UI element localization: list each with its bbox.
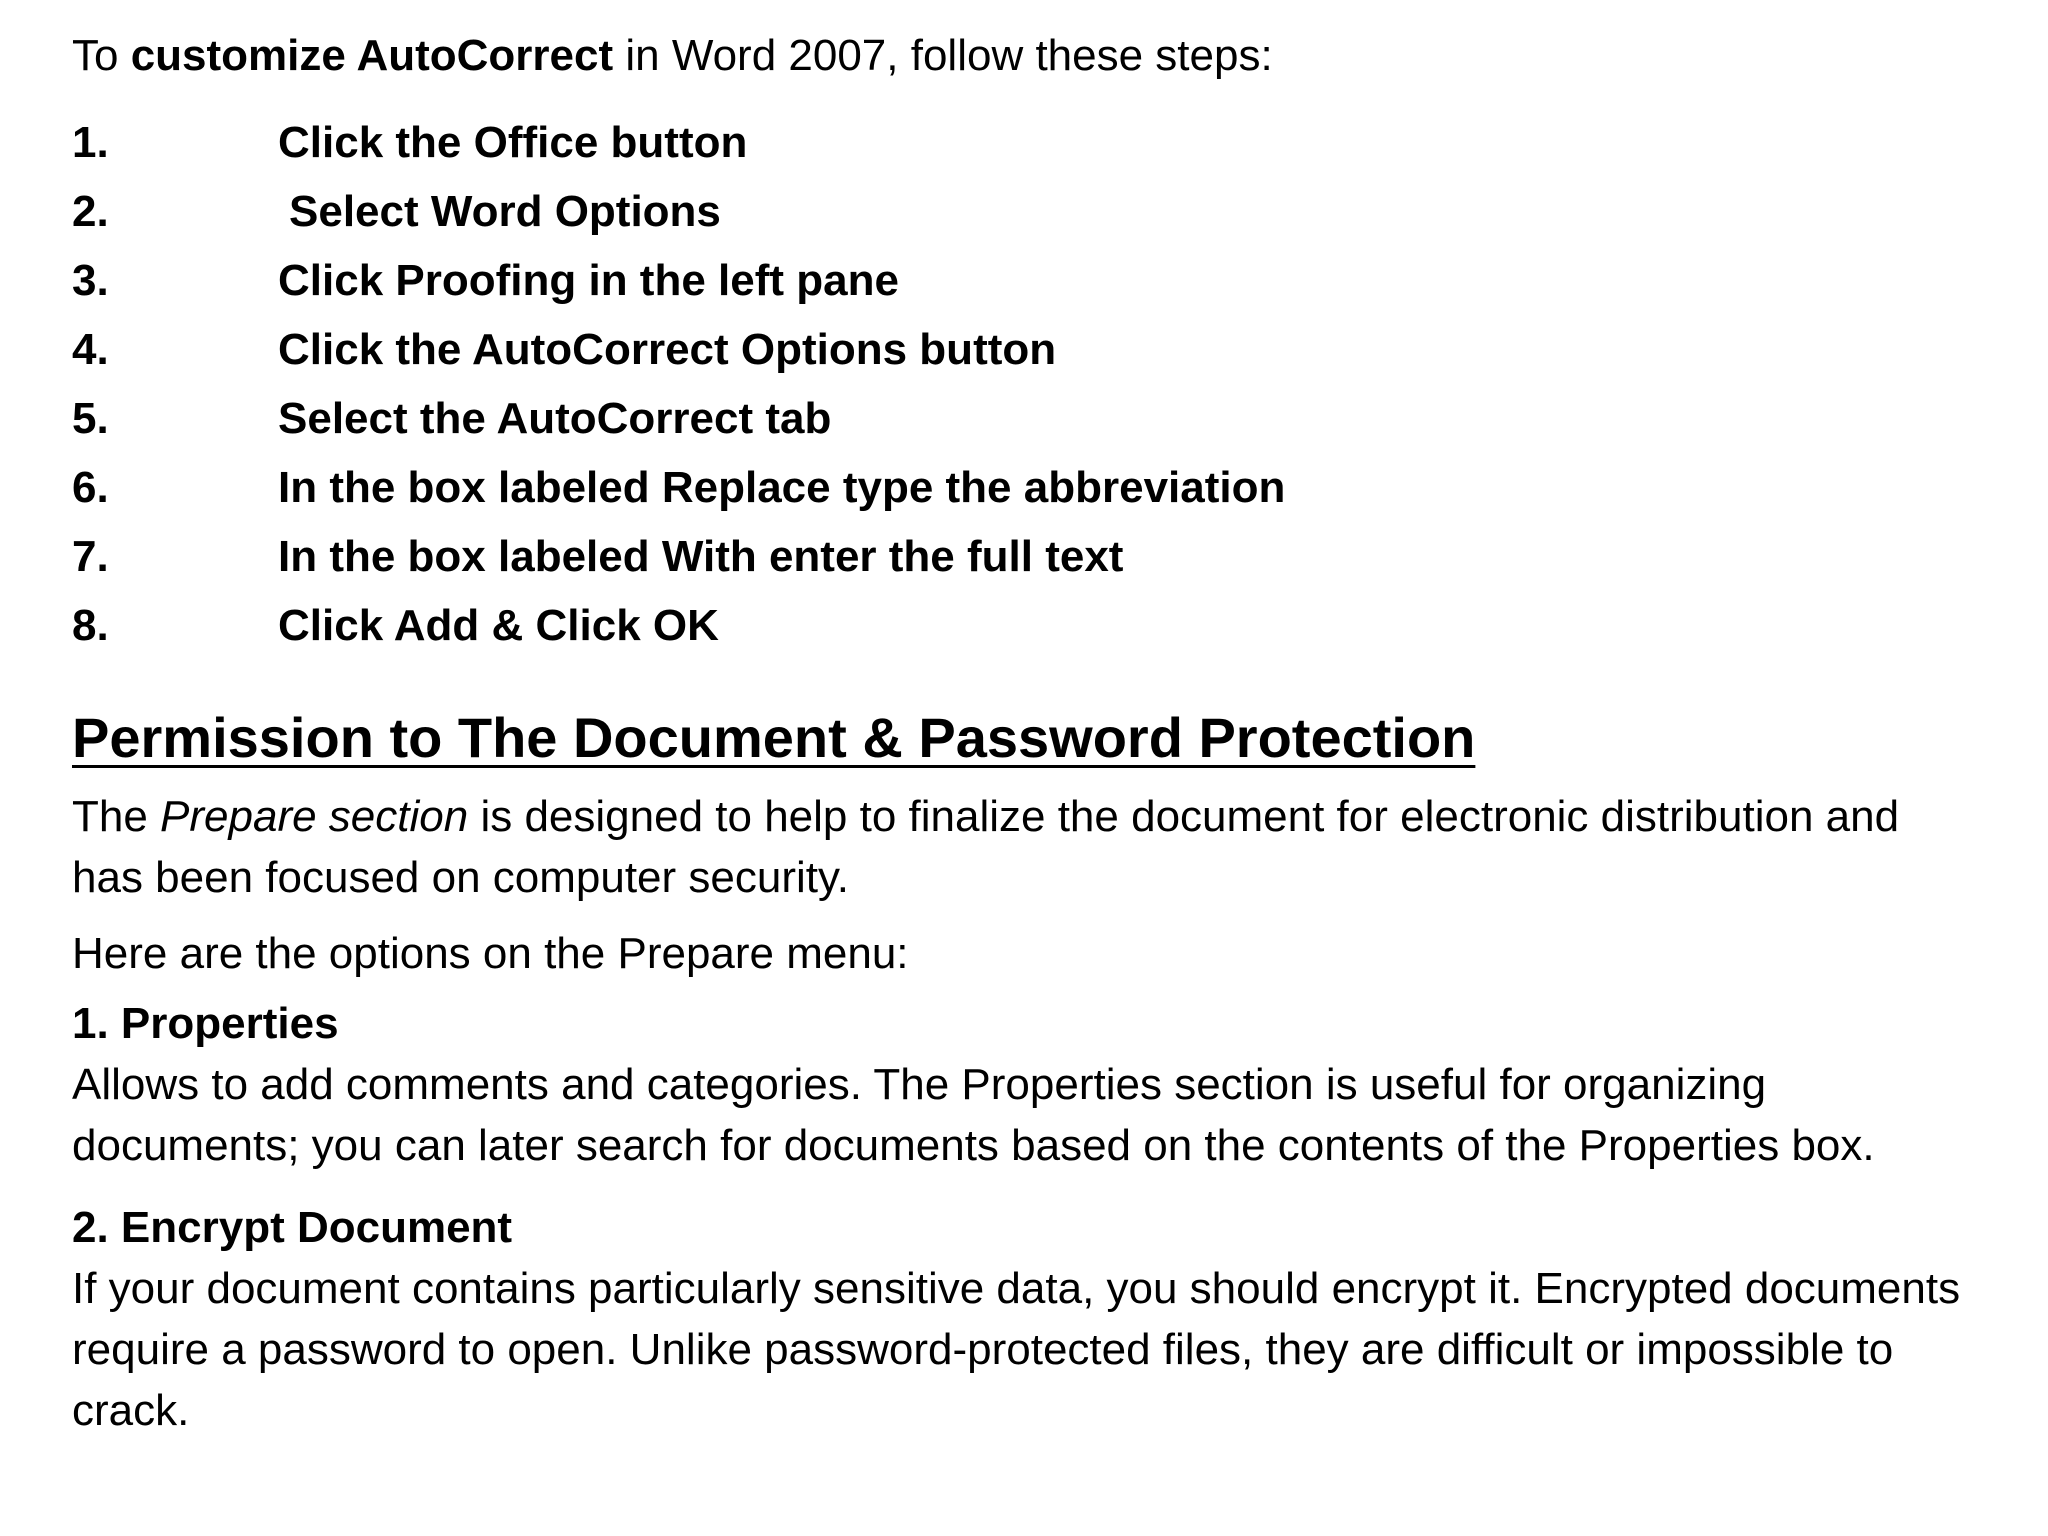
- intro-prefix: To: [72, 31, 131, 80]
- step-item: [72, 384, 1976, 453]
- option-description: If your document contains particularly sensitive data, you should encrypt it. Encrypted documents require a password to open. Unlike password-protected files, they are difficult or impossible to crack.: [72, 1264, 1961, 1435]
- step-text: Click Add & Click OK: [278, 601, 719, 650]
- prepare-prefix: The: [72, 792, 161, 841]
- step-number: 6.: [72, 463, 109, 512]
- step-number: 2.: [72, 187, 109, 236]
- step-text: Click the Office button: [278, 118, 748, 167]
- prepare-suffix: is designed to help to finalize the document for electronic distribution and has been focused on computer security.: [72, 792, 1900, 902]
- option-encrypt-document: [72, 1198, 1976, 1441]
- step-item: [72, 108, 1976, 177]
- option-heading: 2. Encrypt Document: [72, 1203, 513, 1252]
- prepare-italic-term: Prepare section: [160, 792, 469, 841]
- step-text: In the box labeled With enter the full text: [278, 532, 1124, 581]
- step-text: Select Word Options: [289, 187, 721, 236]
- option-description: Allows to add comments and categories. The Properties section is useful for organizing documents; you can later search for documents based on the contents of the Properties box.: [72, 1060, 1875, 1170]
- step-number: 3.: [72, 256, 109, 305]
- step-item: [72, 177, 1976, 246]
- option-properties: [72, 994, 1976, 1176]
- step-item: [72, 453, 1976, 522]
- step-item: [72, 522, 1976, 591]
- autocorrect-steps-list: [72, 108, 1976, 660]
- intro-bold-term: customize AutoCorrect: [130, 31, 614, 80]
- intro-suffix: in Word 2007, follow these steps:: [613, 31, 1273, 80]
- option-heading: 1. Properties: [72, 999, 339, 1048]
- step-item: [72, 315, 1976, 384]
- step-number: 1.: [72, 118, 109, 167]
- section-heading: Permission to The Document & Password Protection: [72, 706, 1476, 769]
- step-text: Click the AutoCorrect Options button: [278, 325, 1057, 374]
- step-text: Click Proofing in the left pane: [278, 256, 899, 305]
- intro-sentence: [72, 26, 1976, 86]
- step-text: In the box labeled Replace type the abbreviation: [278, 463, 1286, 512]
- step-number: 8.: [72, 601, 109, 650]
- prepare-description: [72, 786, 1976, 908]
- step-text: Select the AutoCorrect tab: [278, 394, 832, 443]
- step-number: 4.: [72, 325, 109, 374]
- step-item: [72, 591, 1976, 660]
- prepare-menu-intro: Here are the options on the Prepare menu:: [72, 929, 909, 978]
- step-number: 5.: [72, 394, 109, 443]
- step-item: [72, 246, 1976, 315]
- step-number: 7.: [72, 532, 109, 581]
